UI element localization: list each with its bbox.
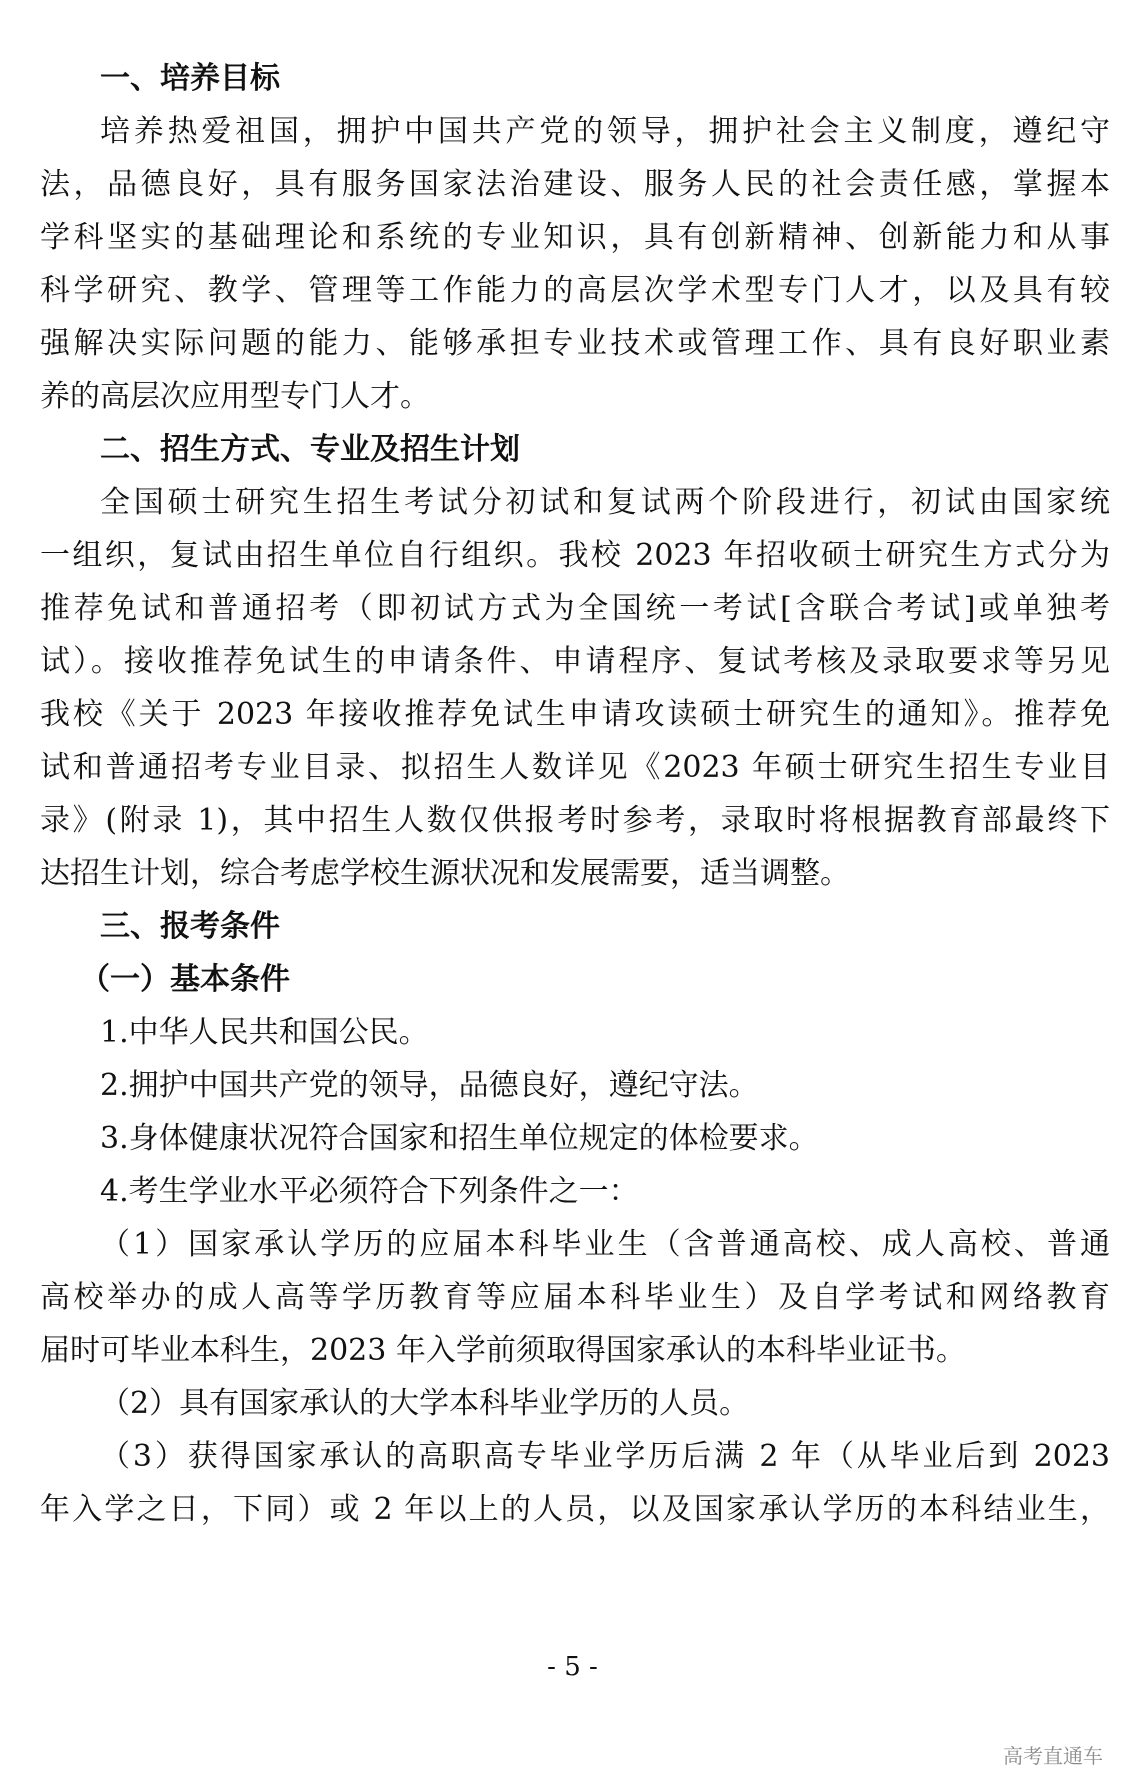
paragraph-line: 年入学之日，下同）或 2 年以上的人员，以及国家承认学历的本科结业生，	[40, 1492, 1110, 1527]
paragraph-line: 强解决实际问题的能力、能够承担专业技术或管理工作、具有良好职业素	[40, 326, 1110, 361]
section-heading-training-goals: 一、培养目标	[100, 61, 280, 96]
paragraph-line: 推荐免试和普通招考（即初试方式为全国统一考试[含联合考试]或单独考	[40, 591, 1110, 626]
paragraph-line: （3）获得国家承认的高职高专毕业学历后满 2 年（从毕业后到 2023	[100, 1439, 1110, 1474]
list-item: （2）具有国家承认的大学本科毕业学历的人员。	[100, 1386, 750, 1421]
list-item: 2.拥护中国共产党的领导，品德良好，遵纪守法。	[100, 1068, 759, 1103]
paragraph-line: 一组织，复试由招生单位自行组织。我校 2023 年招收硕士研究生方式分为	[40, 538, 1110, 573]
paragraph-line: 全国硕士研究生招生考试分初试和复试两个阶段进行，初试由国家统	[100, 485, 1110, 520]
section-heading-enrollment: 二、招生方式、专业及招生计划	[100, 432, 520, 467]
list-item: 1.中华人民共和国公民。	[100, 1015, 429, 1050]
paragraph-line: 高校举办的成人高等学历教育等应届本科毕业生）及自学考试和网络教育	[40, 1280, 1110, 1315]
watermark-text: 高考直通车	[1003, 1744, 1103, 1768]
list-item: 3.身体健康状况符合国家和招生单位规定的体检要求。	[100, 1121, 819, 1156]
paragraph-line: 试）。接收推荐免试生的申请条件、申请程序、复试考核及录取要求等另见	[40, 644, 1110, 679]
paragraph-line: （1）国家承认学历的应届本科毕业生（含普通高校、成人高校、普通	[100, 1227, 1110, 1262]
paragraph-line: 届时可毕业本科生，2023 年入学前须取得国家承认的本科毕业证书。	[40, 1333, 966, 1368]
paragraph-line: 试和普通招考专业目录、拟招生人数详见《2023 年硕士研究生招生专业目	[40, 750, 1110, 785]
paragraph-line: 法，品德良好，具有服务国家法治建设、服务人民的社会责任感，掌握本	[40, 167, 1110, 202]
list-item: 4.考生学业水平必须符合下列条件之一：	[100, 1174, 639, 1209]
paragraph-line: 录》(附录 1)，其中招生人数仅供报考时参考，录取时将根据教育部最终下	[40, 803, 1110, 838]
document-body	[40, 52, 1110, 1536]
paragraph-line: 我校《关于 2023 年接收推荐免试生申请攻读硕士研究生的通知》。推荐免	[40, 697, 1110, 732]
subsection-heading-basic-conditions: （一）基本条件	[80, 962, 290, 997]
page-number: - 5 -	[547, 1652, 598, 1682]
section-heading-eligibility: 三、报考条件	[100, 909, 280, 944]
paragraph-line: 科学研究、教学、管理等工作能力的高层次学术型专门人才，以及具有较	[40, 273, 1110, 308]
paragraph-line: 培养热爱祖国，拥护中国共产党的领导，拥护社会主义制度，遵纪守	[100, 114, 1110, 149]
paragraph-line: 达招生计划，综合考虑学校生源状况和发展需要，适当调整。	[40, 856, 850, 891]
paragraph-line: 养的高层次应用型专门人才。	[40, 379, 430, 414]
paragraph-line: 学科坚实的基础理论和系统的专业知识，具有创新精神、创新能力和从事	[40, 220, 1110, 255]
